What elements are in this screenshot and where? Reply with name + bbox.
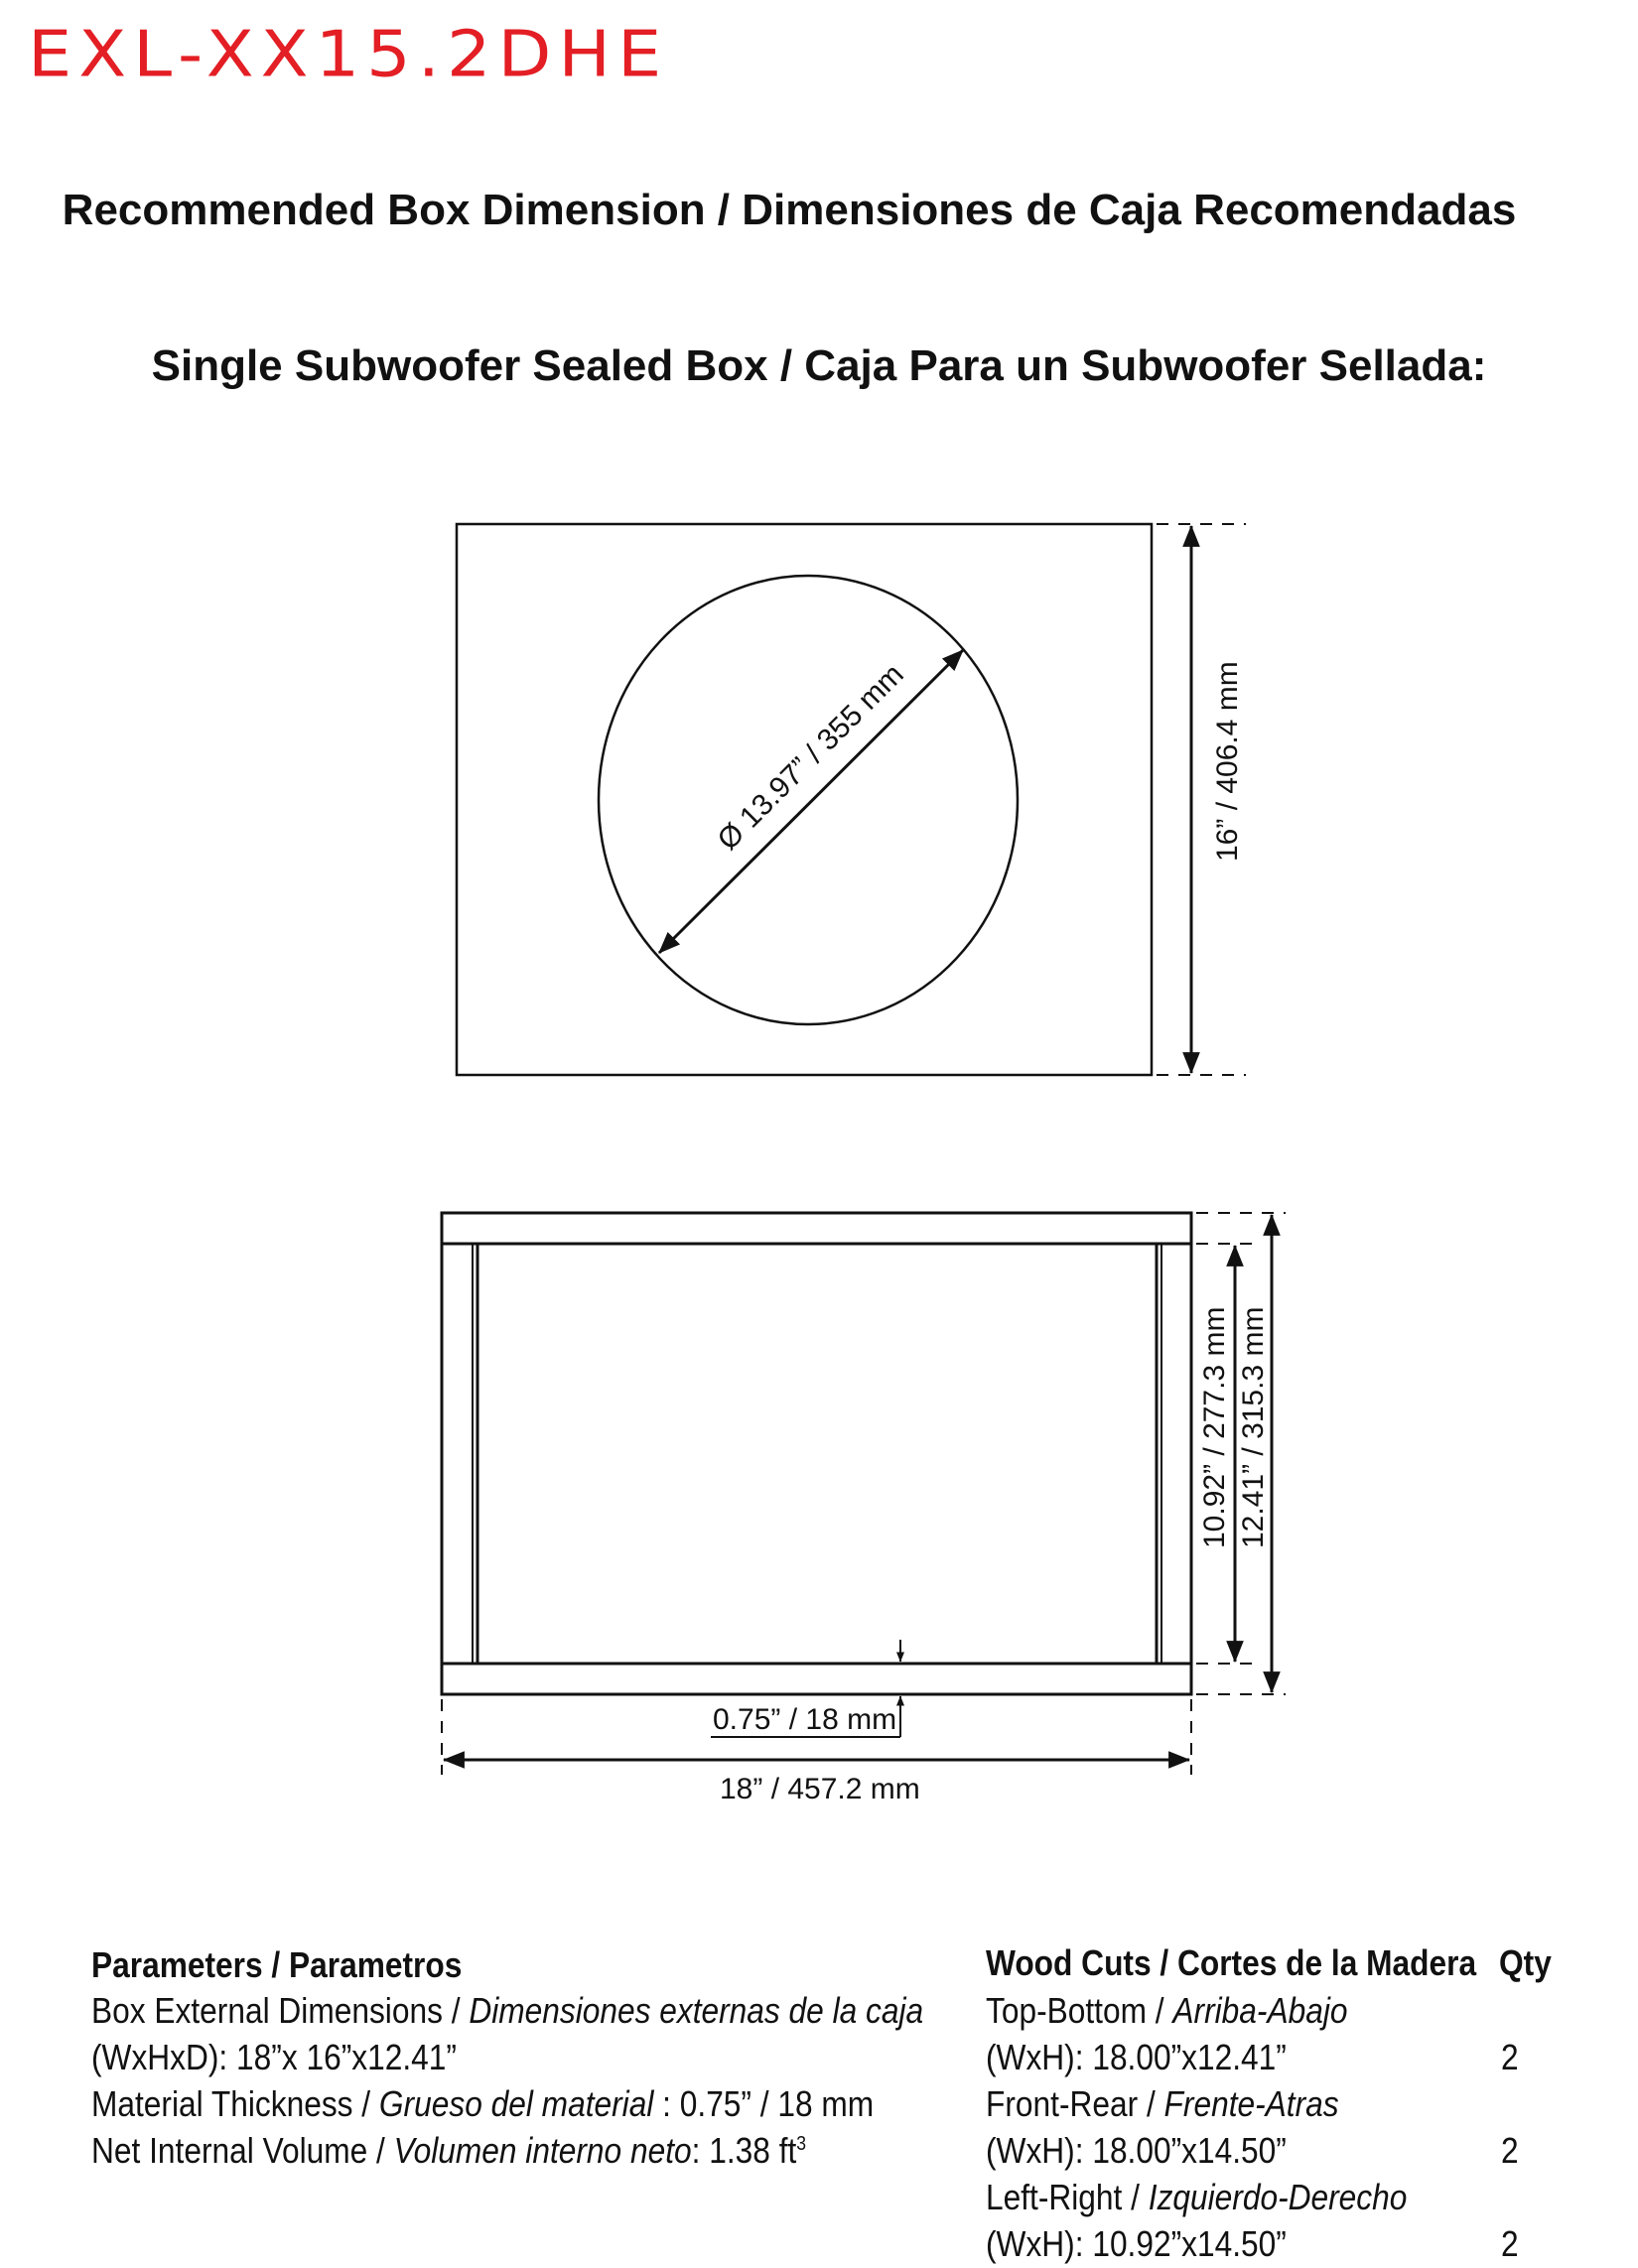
wood-cuts-heading: Wood Cuts / Cortes de la Madera	[986, 1942, 1477, 1983]
volume-label-es: Volumen interno neto	[393, 2130, 692, 2171]
front-height-label: 16” / 406.4 mm	[1211, 661, 1244, 862]
cut-name-es: Izquierdo-Derecho	[1148, 2177, 1408, 2217]
thickness-label-en: Material Thickness /	[91, 2083, 379, 2124]
side-view	[442, 1213, 1286, 1805]
cut-dims-left-right: (WxH): 10.92”x14.50”	[986, 2223, 1287, 2264]
thickness-label-es: Grueso del material	[378, 2083, 654, 2124]
woofer-cutout-circle	[599, 576, 1018, 1024]
cut-name-es: Arriba-Abajo	[1172, 1990, 1348, 2031]
front-view	[457, 524, 1246, 1075]
cutout-diameter-label: Ø 13.97” / 355 mm	[711, 657, 910, 857]
box-external-dimensions-value: (WxHxD): 18”x 16”x12.41”	[91, 2037, 457, 2077]
thickness-label: 0.75” / 18 mm	[713, 1703, 897, 1736]
box-external-dimensions-line	[91, 1989, 923, 2032]
cut-qty-top-bottom: 2	[1501, 2037, 1519, 2077]
model-title: EXL-XX15.2DHE	[28, 16, 669, 91]
volume-label-en: Net Internal Volume /	[91, 2130, 394, 2171]
material-thickness-line	[91, 2082, 874, 2125]
volume-unit-superscript: 3	[796, 2133, 807, 2155]
qty-heading: Qty	[1499, 1942, 1552, 1983]
thickness-value: : 0.75” / 18 mm	[653, 2083, 875, 2124]
cut-item-front-rear	[986, 2082, 1339, 2125]
cut-item-left-right	[986, 2176, 1407, 2218]
external-height-label: 12.41” / 315.3 mm	[1237, 1306, 1270, 1548]
cutout-diameter-arrow	[659, 650, 963, 953]
cut-item-top-bottom	[986, 1989, 1347, 2032]
cut-qty-front-rear: 2	[1501, 2130, 1519, 2171]
side-outer-outline	[442, 1213, 1191, 1694]
box-external-label-es: Dimensiones externas de la caja	[469, 1990, 924, 2031]
cut-dims-front-rear: (WxH): 18.00”x14.50”	[986, 2130, 1287, 2171]
parameters-heading: Parameters / Parametros	[91, 1944, 463, 1985]
front-panel-outline	[457, 524, 1152, 1075]
page-title: Recommended Box Dimension / Dimensiones de Caja Recomendadas	[62, 186, 1517, 234]
cut-name-en: Front-Rear /	[986, 2083, 1164, 2124]
cut-dims-top-bottom: (WxH): 18.00”x12.41”	[986, 2037, 1287, 2077]
cut-name-es: Frente-Atras	[1163, 2083, 1339, 2124]
internal-height-label: 10.92” / 277.3 mm	[1198, 1306, 1231, 1548]
cut-name-en: Left-Right /	[986, 2177, 1149, 2217]
box-type-subtitle: Single Subwoofer Sealed Box / Caja Para un Subwoofer Sellada:	[151, 341, 1487, 390]
volume-value: : 1.38 ft	[691, 2130, 797, 2171]
net-volume-line	[91, 2129, 806, 2172]
cut-name-en: Top-Bottom /	[986, 1990, 1173, 2031]
width-label: 18” / 457.2 mm	[720, 1773, 920, 1805]
box-external-label-en: Box External Dimensions /	[91, 1990, 470, 2031]
cut-qty-left-right: 2	[1501, 2223, 1519, 2264]
